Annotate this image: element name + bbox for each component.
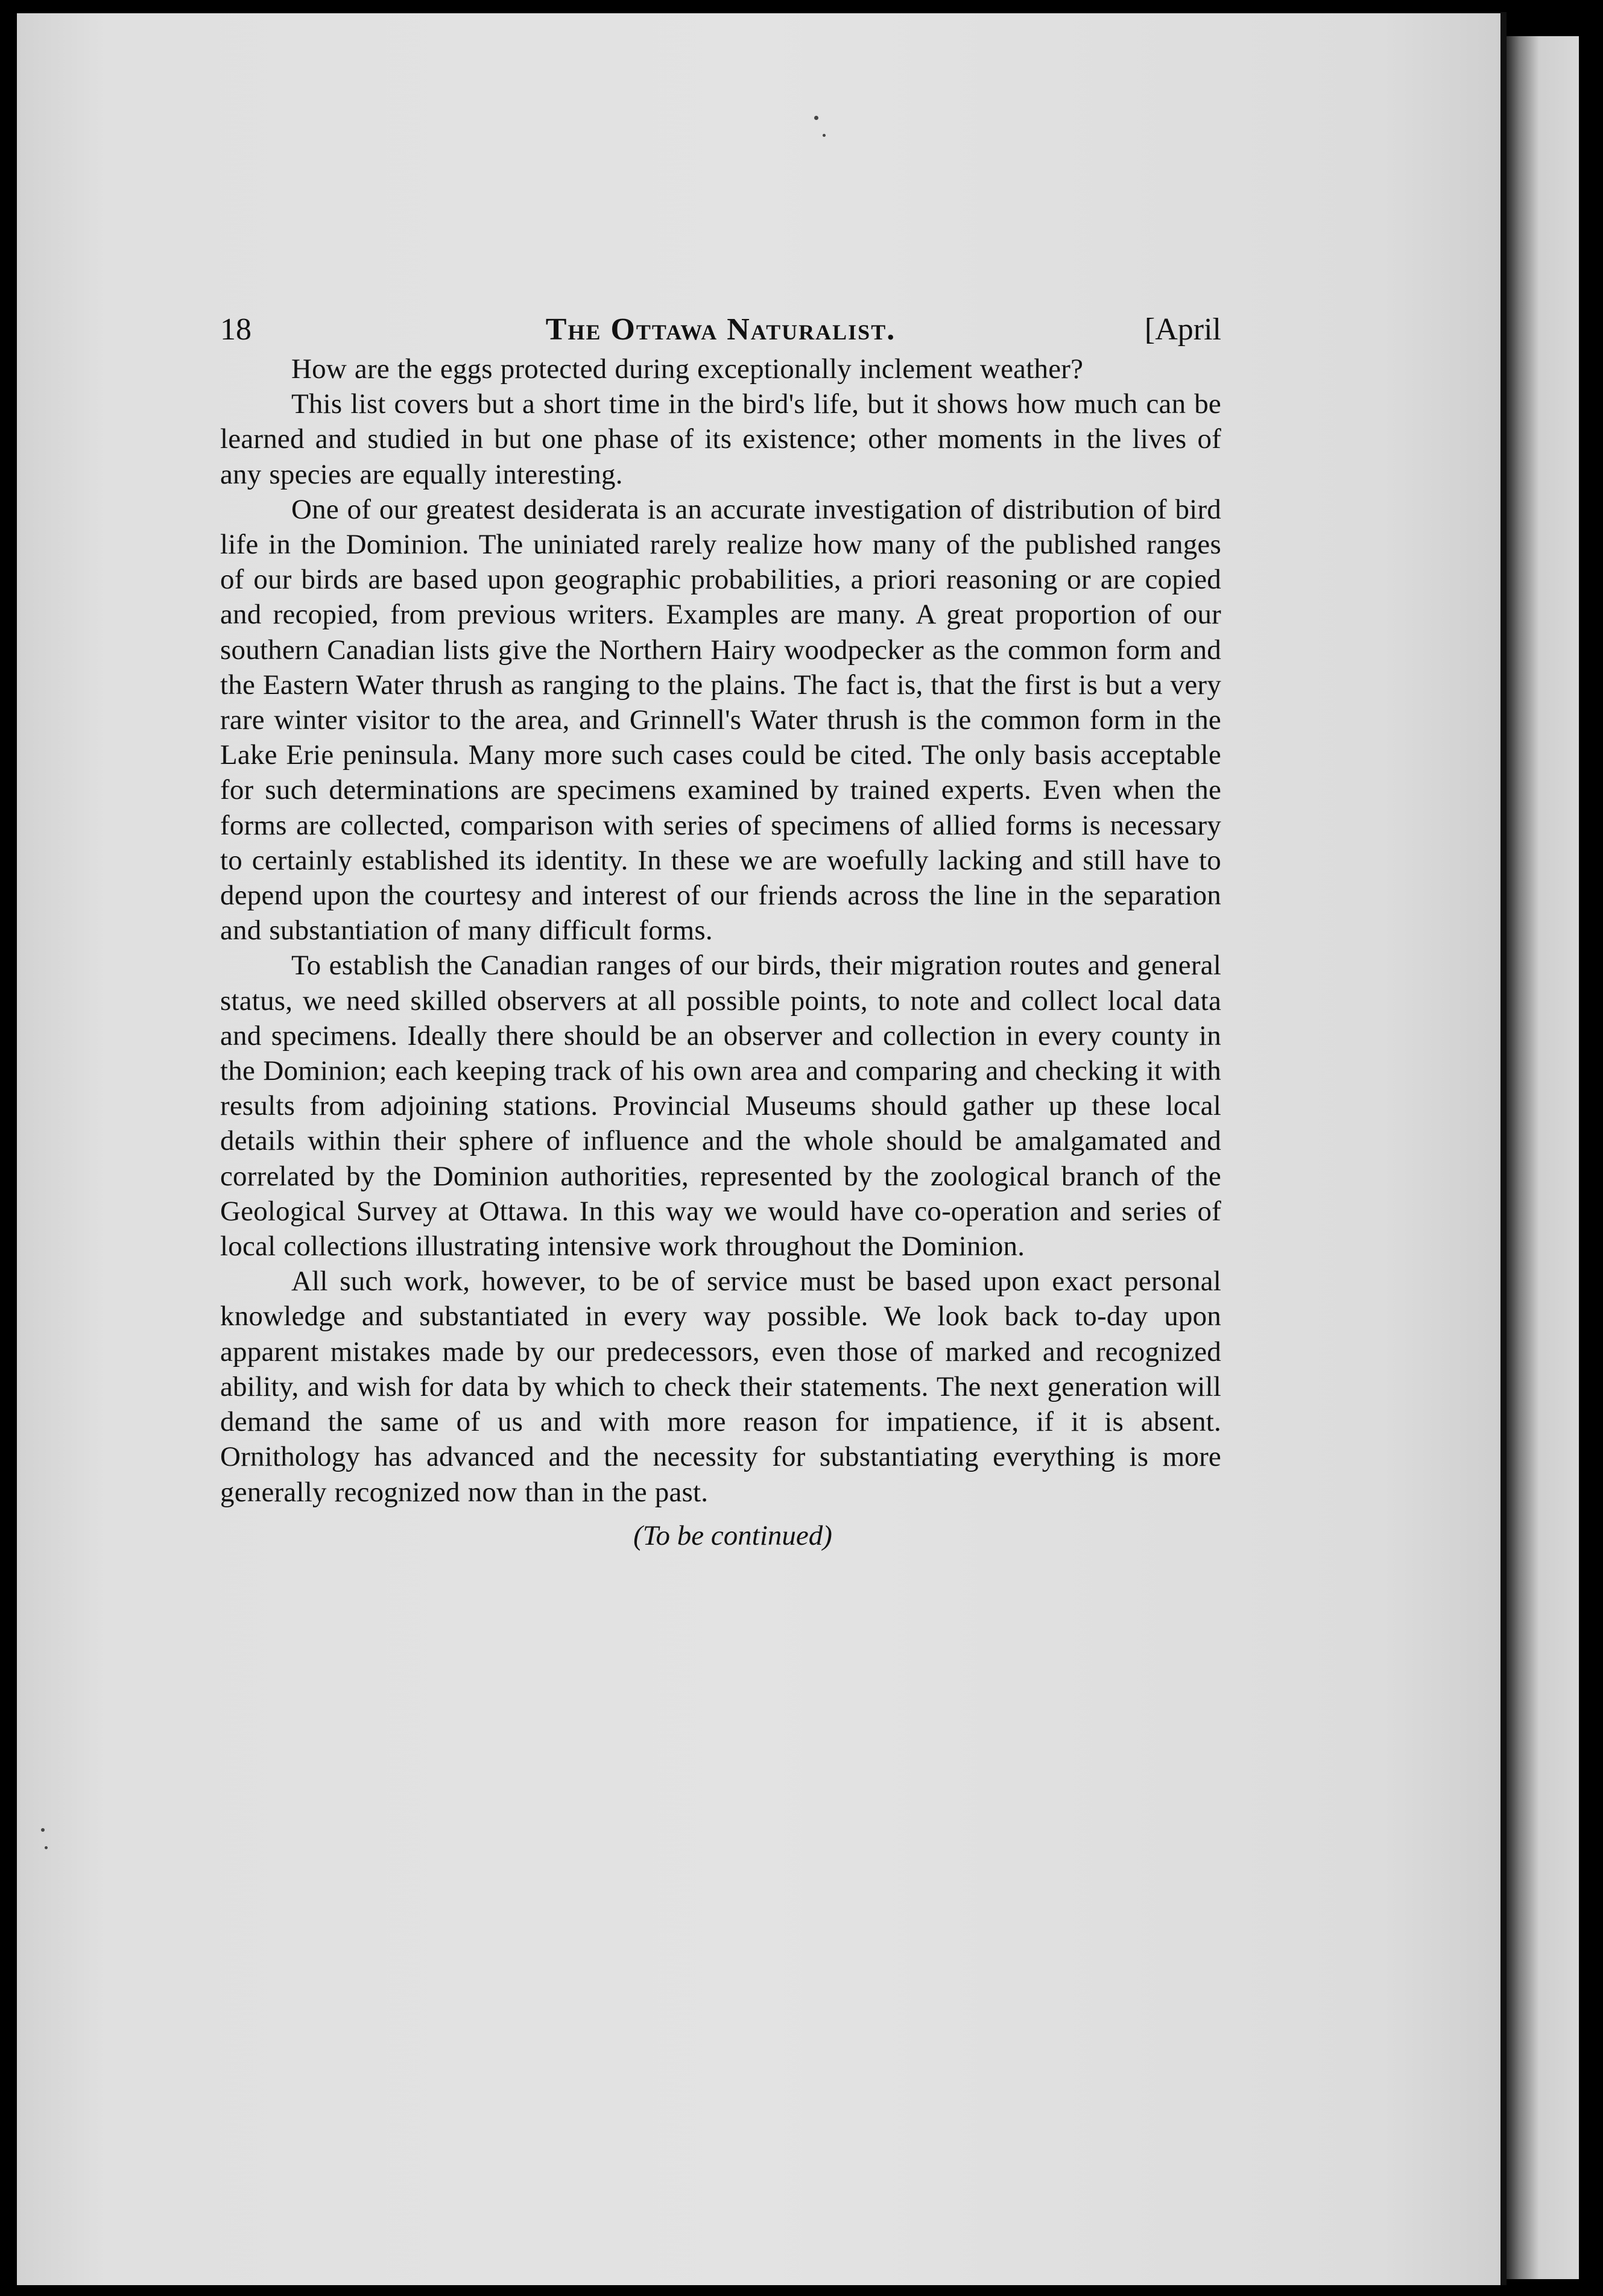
- journal-title: The Ottawa Naturalist.: [545, 312, 896, 347]
- page-number: 18: [220, 312, 251, 347]
- page-gutter: [1500, 12, 1507, 2285]
- page-content: [220, 311, 1221, 1553]
- running-head: [220, 311, 1221, 349]
- paragraph: This list covers but a short time in the bird's life, but it shows how much can be learned and studied in but one phase of its existence; other moments in the lives of any species are equally interesting.: [220, 388, 1221, 490]
- ink-speck: [823, 134, 826, 137]
- paragraph: All such work, however, to be of service must be based upon exact personal knowledge and substantiated in every way possible. We look back to-day upon apparent mistakes made by our predecessors, even those of marked and recognized ability, and wish for data by which to check their statements. The next generation will demand the same of us and with more reason for impatience, if it is absent. Ornithology has advanced and the necessity for substantiating everything is more generally recognized now than in the past.: [220, 1266, 1221, 1508]
- paragraph: One of our greatest desiderata is an accurate investigation of distribution of bird life in the Dominion. The uniniated rarely realize how many of the published ranges of our birds are based upon geographic probabilities, a priori reasoning or are copied and recopied, from previous writers. Examples are many. A great proportion of our southern Canadian lists give the Northern Hairy woodpecker as the common form and the Eastern Water thrush as ranging to the plains. The fact is, that the first is but a very rare winter visitor to the area, and Grinnell's Water thrush is the common form in the Lake Erie peninsula. Many more such cases could be cited. The only basis acceptable for such determinations are specimens examined by trained experts. Even when the forms are collected, comparison with series of specimens of allied forms is necessary to certainly established its identity. In these we are woefully lacking and still have to depend upon the courtesy and interest of our friends across the line in the separation and substantiation of many difficult forms.: [220, 493, 1221, 947]
- paragraph: To establish the Canadian ranges of our birds, their migration routes and general status, we need skilled observers at all possible points, to note and collect local data and specimens. Ideally there should be an observer and collection in every county in the Dominion; each keeping track of his own area and comparing and checking it with results from adjoining stations. Provincial Museums should gather up these local details within their sphere of influence and the whole should be amalgamated and correlated by the Dominion authorities, represented by the zoological branch of the Geological Survey at Ottawa. In this way we would have co-operation and series of local collections illustrating intensive work throughout the Dominion.: [220, 950, 1221, 1263]
- article-body: [220, 352, 1221, 1510]
- adjacent-page-edge: [1507, 36, 1579, 2279]
- issue-month: [April: [1144, 312, 1221, 347]
- paragraph: How are the eggs protected during exceptionally inclement weather?: [291, 353, 1084, 385]
- ink-speck: [45, 1846, 48, 1849]
- ink-speck: [41, 1828, 45, 1832]
- ink-speck: [814, 116, 818, 120]
- continuation-note: (To be continued): [633, 1519, 832, 1551]
